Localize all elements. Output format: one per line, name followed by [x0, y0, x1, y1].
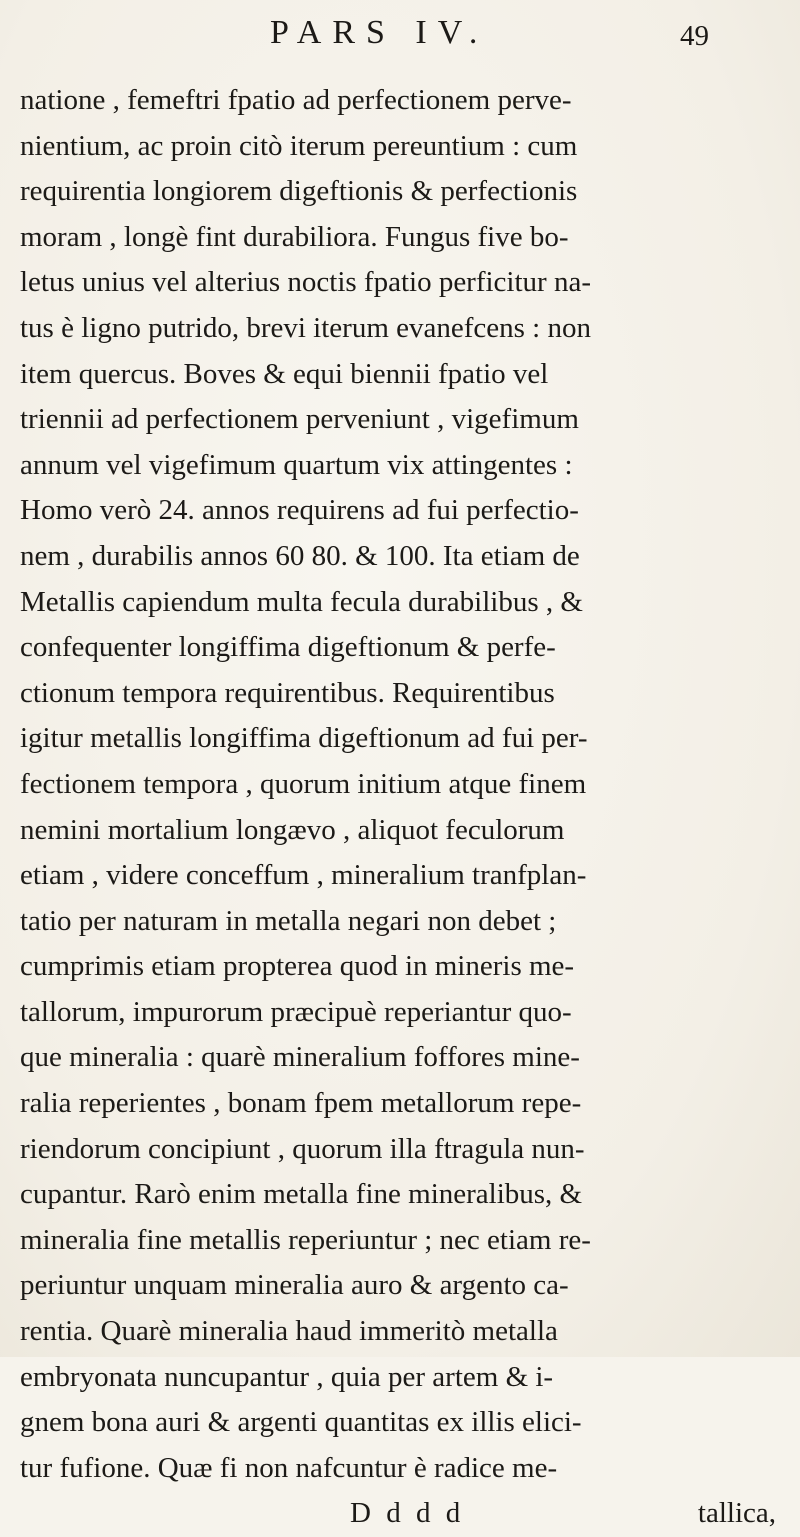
text-line: tur fufione. Quæ fi non nafcuntur è radice me- [20, 1451, 558, 1484]
text-line: natione , femeftri fpatio ad perfectionem perve- [20, 84, 572, 116]
text-line: fectionem tempora , quorum initium atque finem [20, 767, 587, 800]
text-line: ralia reperientes , bonam fpem metallorum repe- [20, 1087, 582, 1120]
text-line: riendorum concipiunt , quorum illa ftragula nun- [20, 1132, 585, 1165]
text-line: requirentia longiorem digeftionis & perfectionis [20, 175, 578, 208]
text-line: triennii ad perfectionem perveniunt , vigefimum [20, 403, 579, 436]
running-head: PARS IV. [270, 14, 489, 51]
text-line: nemini mortalium longævo , aliquot feculorum [20, 813, 565, 846]
catchword: tallica, [697, 1497, 776, 1530]
text-line: embryonata nuncupantur , quia per artem & i- [20, 1360, 554, 1393]
text-line: Metallis capiendum multa fecula durabilibus , & [20, 585, 583, 618]
text-line: gnem bona auri & argenti quantitas ex illis elici- [20, 1406, 582, 1439]
text-line: etiam , videre conceffum , mineralium tranfplan- [20, 859, 587, 892]
page-number: 49 [680, 20, 709, 52]
text-line: nem , durabilis annos 60 80. & 100. Ita etiam de [20, 539, 580, 572]
text-line: mineralia fine metallis reperiuntur ; nec etiam re- [20, 1223, 591, 1256]
text-line: letus unius vel alterius noctis fpatio perficitur na- [20, 266, 591, 299]
text-line: igitur metallis longiffima digeftionum ad fui per- [20, 722, 588, 755]
text-line: Homo verò 24. annos requirens ad fui perfectio- [20, 494, 579, 527]
text-line: confequenter longiffima digeftionum & perfe- [20, 631, 556, 664]
text-line: tallorum, impurorum præcipuè reperiantur quo- [20, 995, 572, 1028]
footer-line [20, 1491, 800, 1537]
text-line: cupantur. Rarò enim metalla fine mineralibus, & [20, 1178, 583, 1211]
text-line: item quercus. Boves & equi biennii fpatio vel [20, 357, 549, 390]
text-line: tatio per naturam in metalla negari non debet ; [20, 904, 557, 937]
text-line: que mineralia : quarè mineralium foffores mine- [20, 1041, 580, 1074]
text-body [20, 78, 800, 1537]
text-line: moram , longè fint durabiliora. Fungus five bo- [20, 220, 569, 253]
text-line: tus è ligno putrido, brevi iterum evanefcens : non [20, 311, 591, 344]
text-line: ctionum tempora requirentibus. Requirentibus [20, 676, 555, 709]
text-line: nientium, ac proin citò iterum pereuntium : cum [20, 129, 578, 162]
text-line: cumprimis etiam propterea quod in mineris me- [20, 950, 575, 983]
text-line: rentia. Quarè mineralia haud immeritò metalla [20, 1315, 558, 1348]
signature-mark: D d d d [350, 1497, 465, 1530]
text-line: annum vel vigefimum quartum vix attingentes : [20, 448, 573, 481]
text-line: periuntur unquam mineralia auro & argento ca- [20, 1269, 569, 1302]
